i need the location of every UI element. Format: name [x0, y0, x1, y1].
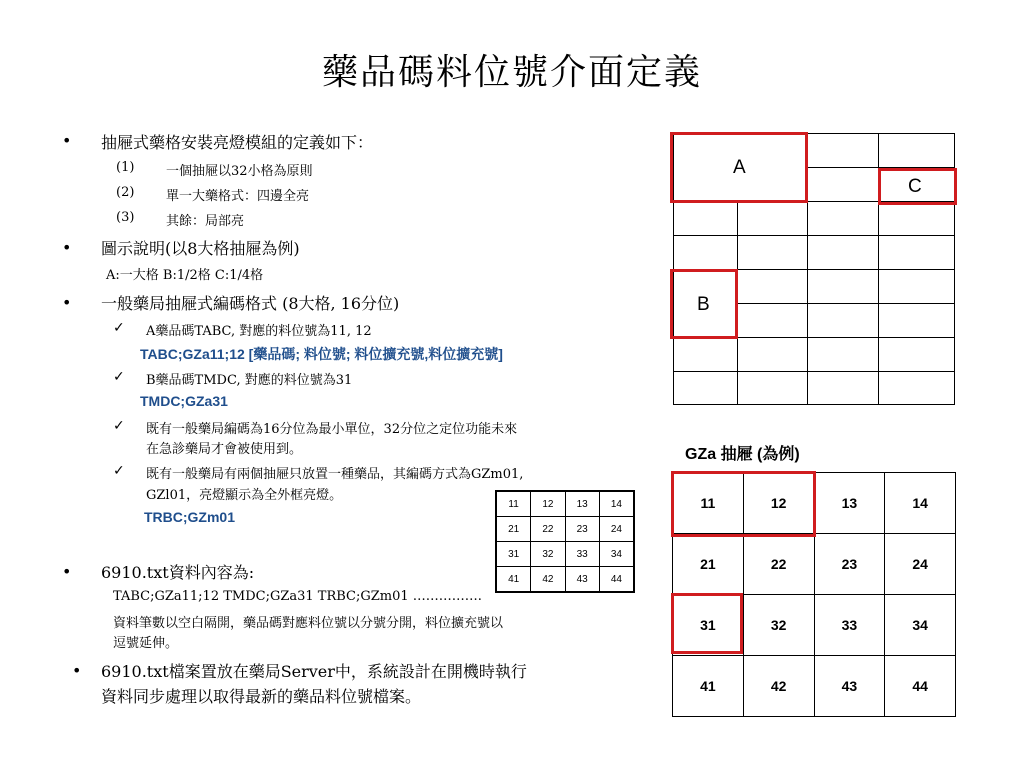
table-cell: 32 [743, 595, 814, 656]
label-a: A [733, 157, 746, 178]
bullet-4-text: 6910.txt資料內容為: [101, 563, 255, 582]
table-cell: 22 [743, 534, 814, 595]
bullet-marker: • [62, 293, 72, 312]
table-cell: 24 [599, 517, 634, 542]
table-cell: 14 [885, 473, 956, 534]
grid-line [673, 235, 955, 236]
table-cell: 12 [743, 473, 814, 534]
check-2-text: B藥品碼TMDC, 對應的料位號為31 [146, 373, 353, 388]
table-cell: 34 [885, 595, 956, 656]
table-cell: 23 [565, 517, 599, 542]
table-cell: 21 [496, 517, 531, 542]
table-cell: 12 [531, 491, 565, 517]
bullet-marker: • [62, 238, 72, 257]
table-cell: 22 [531, 517, 565, 542]
bullet-3-text: 一般藥局抽屜式編碼格式 (8大格, 16分位) [101, 294, 400, 313]
grid-line [737, 303, 955, 304]
table-cell: 41 [673, 656, 744, 717]
table-row [496, 517, 634, 542]
grid-line [673, 371, 955, 372]
code-example: TRBC;GZm01 [144, 509, 236, 525]
bullet-marker: • [62, 131, 72, 150]
table-cell: 31 [673, 595, 744, 656]
bullet-5-line-2: 資料同步處理以取得最新的藥品料位號檔案。 [101, 687, 422, 706]
check-4-line-2: GZl01，亮燈顯示為全外框亮燈。 [146, 488, 343, 503]
table-cell: 34 [599, 542, 634, 567]
highlight-frame-tmdc [671, 593, 743, 654]
grid-line [673, 404, 955, 405]
small-position-table [495, 490, 635, 593]
item-number: (2) [116, 185, 135, 200]
table-row [673, 534, 956, 595]
legend-text: A:一大格 B:1/2格 C:1/4格 [106, 268, 264, 283]
table-cell: 23 [814, 534, 885, 595]
table-cell: 13 [814, 473, 885, 534]
slide-title: 藥品碼料位號介面定義 [321, 52, 702, 93]
bullet-2-text: 圖示說明(以8大格抽屜為例) [101, 239, 300, 258]
code-example: TMDC;GZa31 [140, 393, 228, 409]
table-cell: 33 [814, 595, 885, 656]
table-cell: 32 [531, 542, 565, 567]
check-icon: ✓ [113, 369, 125, 385]
table-cell: 44 [885, 656, 956, 717]
table-cell: 13 [565, 491, 599, 517]
item-number: (3) [116, 210, 135, 225]
check-icon: ✓ [113, 463, 125, 479]
item-text: 一個抽屜以32小格為原則 [166, 164, 313, 179]
item-text: 單一大藥格式：四邊全亮 [166, 189, 310, 204]
table-cell: 41 [496, 567, 531, 593]
gza-drawer-title: GZa 抽屜 (為例) [685, 446, 800, 463]
check-icon: ✓ [113, 418, 125, 434]
table-cell: 11 [673, 473, 744, 534]
table-cell: 42 [743, 656, 814, 717]
table-cell: 11 [496, 491, 531, 517]
table-cell: 43 [565, 567, 599, 593]
code-example: TABC;GZa11;12 [藥品碼; 料位號; 料位擴充號,料位擴充號] [140, 346, 503, 362]
bullet-5-line-1: 6910.txt檔案置放在藥局Server中，系統設計在開機時執行 [101, 662, 527, 681]
table-cell: 24 [885, 534, 956, 595]
label-b: B [697, 294, 710, 315]
check-4-line-1: 既有一般藥局有兩個抽屜只放置一種藥品，其編碼方式為GZm01, [146, 467, 524, 482]
table-cell: 42 [531, 567, 565, 593]
check-1-text: A藥品碼TABC, 對應的料位號為11, 12 [146, 324, 372, 339]
check-3-line-1: 既有一般藥局編碼為16分位為最小單位，32分位之定位功能未來 [146, 422, 518, 437]
bullet-1-text: 抽屜式藥格安裝亮燈模組的定義如下： [101, 133, 374, 152]
table-cell: 44 [599, 567, 634, 593]
bullet-marker: • [62, 562, 72, 581]
table-cell: 14 [599, 491, 634, 517]
table-cell: 43 [814, 656, 885, 717]
table-row [496, 491, 634, 517]
check-icon: ✓ [113, 320, 125, 336]
highlight-frame-tabc [671, 471, 816, 537]
item-text: 其餘：局部亮 [166, 214, 245, 229]
table-cell: 31 [496, 542, 531, 567]
table-cell: 33 [565, 542, 599, 567]
data-description-line-1: 資料筆數以空白隔開，藥品碼對應料位號以分號分開，料位擴充號以 [113, 616, 504, 631]
table-cell: 21 [673, 534, 744, 595]
check-3-line-2: 在急診藥局才會被使用到。 [146, 442, 303, 457]
data-description-line-2: 逗號延伸。 [113, 636, 179, 651]
table-row [673, 656, 956, 717]
bullet-marker: • [72, 661, 82, 680]
table-row [496, 567, 634, 593]
table-row [496, 542, 634, 567]
data-example: TABC;GZa11;12 TMDC;GZa31 TRBC;GZm01 ……………. [113, 589, 482, 604]
item-number: (1) [116, 160, 135, 175]
label-c: C [908, 176, 922, 197]
